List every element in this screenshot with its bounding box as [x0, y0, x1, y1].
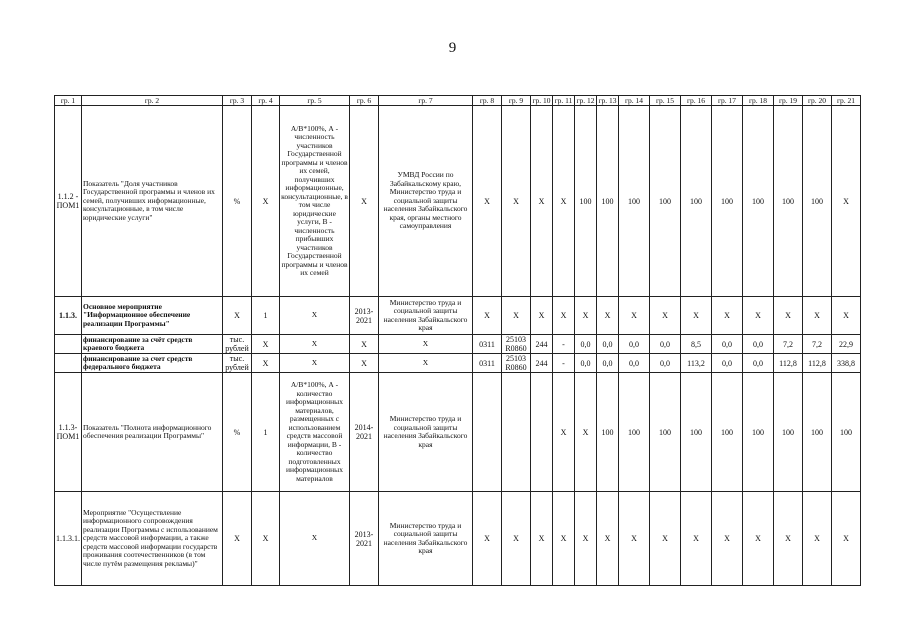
table-cell — [473, 373, 502, 492]
column-header-row — [55, 96, 861, 106]
table-cell: Показатель "Доля участников Государственной программы и членов их семей, получивших информационные, консультационные, в том числе юридические услуги" — [82, 106, 223, 297]
column-header: гр. 21 — [832, 96, 861, 106]
table-cell: 100 — [712, 373, 743, 492]
table-cell: 2013-2021 — [350, 297, 379, 335]
table-cell: X — [252, 492, 280, 586]
table-cell: X — [531, 297, 553, 335]
table-cell: 100 — [803, 373, 832, 492]
table-cell: 100 — [803, 106, 832, 297]
column-header: гр. 13 — [598, 95, 617, 105]
table-row — [55, 335, 861, 354]
table-cell: X — [553, 106, 575, 297]
table-cell: X — [743, 297, 774, 335]
table-cell: X — [350, 106, 379, 297]
table-cell: 1 — [252, 373, 280, 492]
table-cell: 0,0 — [743, 354, 774, 373]
table-cell: 100 — [619, 373, 650, 492]
table-cell: 22,9 — [832, 335, 861, 354]
program-table — [54, 95, 861, 586]
table-cell: X — [473, 106, 502, 297]
table-cell: X — [502, 297, 531, 335]
table-cell: X — [681, 297, 712, 335]
table-cell: X — [252, 335, 280, 354]
table-cell: X — [553, 492, 575, 586]
table-cell: 100 — [743, 106, 774, 297]
table-cell: А/В*100%, А - количество информационных материалов, размещенных с использованием средств массовой информации, В - количество подготовленных информационных материалов — [280, 373, 350, 492]
table-cell: 100 — [681, 106, 712, 297]
table-cell: 0311 — [473, 335, 502, 354]
table-cell: X — [803, 492, 832, 586]
table-cell: 100 — [774, 373, 803, 492]
column-header: гр. 5 — [280, 96, 350, 106]
table-cell: 1.1.3.1. — [55, 492, 82, 586]
table-cell: X — [619, 297, 650, 335]
column-header: гр. 15 — [650, 96, 681, 106]
table-cell: X — [252, 354, 280, 373]
table-cell: Министерство труда и социальной защиты населения Забайкальского края — [379, 373, 473, 492]
table-cell: 1.1.3-ПОМ1 — [55, 373, 82, 492]
table-cell: X — [280, 297, 350, 335]
table-cell: X — [252, 106, 280, 297]
table-cell: X — [280, 335, 350, 354]
table-cell: 112,8 — [803, 354, 832, 373]
column-header: гр. 18 — [743, 96, 774, 106]
table-cell: 0,0 — [712, 335, 743, 354]
table-cell: X — [774, 492, 803, 586]
table-cell: 100 — [743, 373, 774, 492]
table-cell: X — [379, 354, 473, 373]
column-header: гр. 12 — [576, 95, 595, 105]
table-row — [55, 106, 861, 297]
table-cell: X — [832, 106, 861, 297]
table-cell: УМВД России по Забайкальскому краю, Министерство труда и социальной защиты населения Забайкальского края, органы местного самоуправления — [379, 106, 473, 297]
table-cell: 0,0 — [650, 354, 681, 373]
table-cell: 0,0 — [597, 354, 619, 373]
table-cell: 0311 — [473, 354, 502, 373]
table-cell: 7,2 — [803, 335, 832, 354]
table-cell: X — [650, 297, 681, 335]
table-cell: 100 — [774, 106, 803, 297]
table-cell: X — [553, 373, 575, 492]
table-cell: X — [597, 297, 619, 335]
table-cell: финансирование за счет средств федерального бюджета — [82, 354, 223, 373]
table-cell: X — [473, 492, 502, 586]
table-cell: X — [832, 492, 861, 586]
table-cell: X — [553, 297, 575, 335]
table-cell — [531, 373, 553, 492]
table-cell: X — [473, 297, 502, 335]
table-cell: % — [223, 373, 252, 492]
table-cell: X — [531, 106, 553, 297]
table-cell: X — [774, 297, 803, 335]
table-cell: 100 — [575, 106, 597, 297]
table-cell: 1 — [252, 297, 280, 335]
table-cell: X — [502, 492, 531, 586]
table-cell: 100 — [650, 106, 681, 297]
table-cell: 100 — [619, 106, 650, 297]
table-cell: 0,0 — [575, 354, 597, 373]
table-cell: X — [531, 492, 553, 586]
table-cell: X — [803, 297, 832, 335]
table-cell: - — [553, 335, 575, 354]
table-cell: 0,0 — [575, 335, 597, 354]
table-cell: X — [280, 492, 350, 586]
page-number: 9 — [448, 40, 457, 56]
column-header: гр. 10 — [532, 95, 551, 105]
table-cell: 100 — [650, 373, 681, 492]
table-cell: 244 — [531, 354, 553, 373]
table-cell: Мероприятие "Осуществление информационного сопровождения реализации Программы с использованием средств массовой информации, а также средств массовой информации государств проживания соотечественников (в том числе путём размещения рекламы)" — [82, 492, 223, 586]
table-cell: А/В*100%, А - численность участников Государственной программы и членов их семей, получивших информационные, консультационные, в том числе юридические услуги, В - численность прибывших участников Государственной программы и членов их семей — [280, 106, 350, 297]
table-cell: 2013-2021 — [350, 492, 379, 586]
column-header: гр. 8 — [473, 96, 502, 106]
table-row — [55, 373, 861, 492]
table-cell: X — [280, 354, 350, 373]
table-cell: 7,2 — [774, 335, 803, 354]
table-cell: 113,2 — [681, 354, 712, 373]
table-cell: 1.1.2 - ПОМ1 — [55, 106, 82, 297]
table-cell — [502, 373, 531, 492]
column-header: гр. 17 — [712, 96, 743, 106]
column-header: гр. 3 — [223, 96, 252, 106]
table-cell: Показатель "Полнота информационного обеспечения реализации Программы" — [82, 373, 223, 492]
table-cell: % — [223, 106, 252, 297]
table-cell: X — [681, 492, 712, 586]
table-cell: X — [575, 297, 597, 335]
table-cell: X — [597, 492, 619, 586]
table-cell: X — [712, 297, 743, 335]
table-cell: X — [350, 354, 379, 373]
table-cell: 0,0 — [712, 354, 743, 373]
table-cell: финансирование за счёт средств краевого бюджета — [82, 335, 223, 354]
column-header: гр. 16 — [681, 96, 712, 106]
table-cell: 25103 R0860 — [502, 335, 531, 354]
table-cell: Министерство труда и социальной защиты населения Забайкальского края — [379, 297, 473, 335]
table-cell: 25103 R0860 — [502, 354, 531, 373]
table-cell: 0,0 — [743, 335, 774, 354]
table-cell: 1.1.3. — [55, 297, 82, 335]
column-header: гр. 6 — [350, 96, 379, 106]
table-cell: X — [502, 106, 531, 297]
table-cell: - — [553, 354, 575, 373]
table-cell: 244 — [531, 335, 553, 354]
column-header: гр. 9 — [502, 96, 531, 106]
table-cell: 0,0 — [619, 354, 650, 373]
table-cell: тыс. рублей — [223, 335, 252, 354]
table-row — [55, 492, 861, 586]
table-cell: X — [575, 373, 597, 492]
column-header: гр. 14 — [619, 96, 650, 106]
table-row — [55, 354, 861, 373]
table-cell: 0,0 — [619, 335, 650, 354]
table-cell: X — [223, 492, 252, 586]
table-cell: X — [712, 492, 743, 586]
table-cell: 100 — [832, 373, 861, 492]
table-cell: Основное мероприятие "Информационное обеспечение реализации Программы" — [82, 297, 223, 335]
table-cell: 100 — [597, 106, 619, 297]
table-cell: 112,8 — [774, 354, 803, 373]
table-cell: 0,0 — [597, 335, 619, 354]
table-cell: 2014-2021 — [350, 373, 379, 492]
table-cell: X — [650, 492, 681, 586]
table-cell: X — [575, 492, 597, 586]
table-cell: 338,8 — [832, 354, 861, 373]
table-cell: Министерство труда и социальной защиты населения Забайкальского края — [379, 492, 473, 586]
table-cell: тыс. рублей — [223, 354, 252, 373]
column-header: гр. 11 — [553, 96, 575, 106]
table-cell: 0,0 — [650, 335, 681, 354]
table-cell: 100 — [681, 373, 712, 492]
table-row — [55, 297, 861, 335]
table-cell — [55, 354, 82, 373]
table-cell: X — [379, 335, 473, 354]
table-cell — [55, 335, 82, 354]
column-header: гр. 1 — [55, 96, 82, 106]
table-cell: X — [350, 335, 379, 354]
table-cell: X — [743, 492, 774, 586]
column-header: гр. 20 — [803, 96, 832, 106]
column-header: гр. 4 — [252, 96, 280, 106]
table-cell: X — [619, 492, 650, 586]
table-cell: 8,5 — [681, 335, 712, 354]
column-header: гр. 19 — [774, 96, 803, 106]
table-cell: X — [832, 297, 861, 335]
table-cell: X — [223, 297, 252, 335]
table-cell: 100 — [712, 106, 743, 297]
column-header: гр. 2 — [82, 96, 223, 106]
table-cell: 100 — [597, 373, 619, 492]
column-header: гр. 7 — [379, 96, 473, 106]
